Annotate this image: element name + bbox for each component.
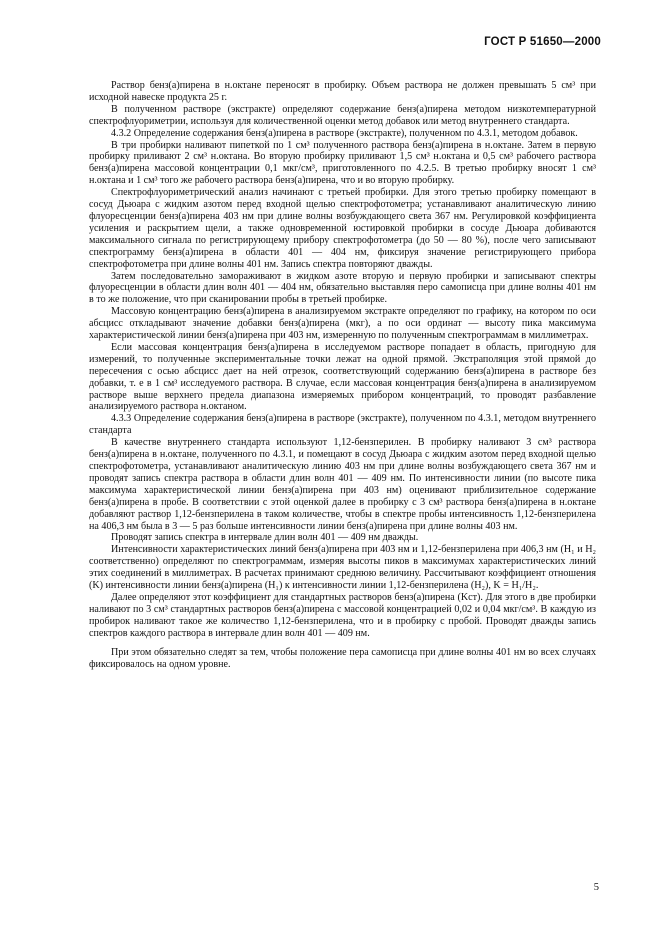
paragraph: Если массовая концентрация бенз(а)пирена в исследуемом растворе попадает в область, пригодную для измерений, то полученные экспериментальные точки лежат на одной прямой. Экстраполяция этой прямой до пересечения с осью абсцисс дает на ней отрезок, соответствующий содержанию бенз(а)пирена в растворе без добавки, т. е в 1 см³ исследуемого раствора. В случае, если массовая концентрация бенз(а)пирена в анализируемом растворе выше верхнего предела диапазона измеряемых прибором концентраций, то проводят разбавление анализируемого раствора н.октаном.: [89, 341, 596, 413]
paragraph: В полученном растворе (экстракте) определяют содержание бенз(а)пирена методом низкотемпературной спектрофлуориметрии, используя для количественной оценки метод добавок или метод внутреннего стандарта.: [89, 103, 596, 127]
paragraph: Раствор бенз(а)пирена в н.октане переносят в пробирку. Объем раствора не должен превышать 5 см³ при исходной навеске продукта 25 г.: [89, 80, 596, 103]
paragraph: Затем последовательно замораживают в жидком азоте вторую и первую пробирки и записывают спектры флуоресценции в области длин волн 401 — 404 нм, обязательно выставляя перо самописца при длине волны 401 нм в то же положение, что при сканировании пробы в третьей пробирке.: [89, 270, 596, 306]
paragraph: Далее определяют этот коэффициент для стандартных растворов бенз(а)пирена (Kст). Для этого в две пробирки наливают по 3 см³ стандартных растворов бенз(а)пирена с массовой концентрацией 0,02 и 0,04 мкг/см³. В каждую из пробирок наливают такое же количество 1,12-бензперилена, что и в пробирку с пробой. Проводят дважды запись спектров каждого раствора в интервале длин волн 401 — 409 нм.: [89, 591, 596, 639]
paragraph: В три пробирки наливают пипеткой по 1 см³ полученного раствора бенз(а)пирена в н.октане. Затем в первую пробирку приливают 2 см³ н.октана. Во вторую пробирку приливают 1,5 см³ н.октана и 0,5 см³ рабочего раствора бенз(а)пирена массовой концентрации 0,1 мкг/см³, приготовленного по 4.2.5. В третью пробирку вносят 1 см³ н.октана и 1 см³ того же рабочего раствора бенз(а)пирена, что и во вторую пробирку.: [89, 139, 596, 187]
section-heading: 4.3.3 Определение содержания бенз(а)пирена в растворе (экстракте), полученном по 4.3.1, методом внутреннего стандарта: [89, 413, 596, 437]
standard-number-header: ГОСТ Р 51650—2000: [484, 36, 601, 48]
paragraph: Интенсивности характеристических линий бенз(а)пирена при 403 нм и 1,12-бензперилена при 406,3 нм (H₁ и H₂ соответственно) определяют по спектрограммам, измеряя высоты пиков в максимумах характеристических линий этих соединений в миллиметрах. В расчетах принимают среднюю величину. Рассчитывают коэффициент отношения (K) интенсивности линии бенз(а)пирена (H₁) к интенсивности линии 1,12-бензперилена (H₂), K = H₁/H₂.: [89, 544, 596, 592]
page-number: 5: [593, 882, 599, 893]
paragraph: При этом обязательно следят за тем, чтобы положение пера самописца при длине волны 401 нм во всех случаях фиксировалось на одном уровне.: [89, 646, 596, 670]
paragraph: Проводят запись спектра в интервале длин волн 401 — 409 нм дважды.: [111, 532, 419, 544]
paragraph: В качестве внутреннего стандарта используют 1,12-бензперилен. В пробирку наливают 3 см³ раствора бенз(а)пирена в н.октане, полученного по 4.3.1, и помещают в сосуд Дьюара с жидким азотом перед входной щелью спектрофотометра, устанавливают аналитическую линию 403 нм при длине волны возбуждающего света 367 нм и проводят запись спектра раствора в области длин волн 401 — 409 нм. По интенсивности линии (по высоте пика максимума характеристической линии бенз(а)пирена при 403 нм) оценивают приблизительное содержание бенз(а)пирена в пробе. В соответствии с этой оценкой далее в пробирку с 3 см³ раствора бенз(а)пирена в н.октане добавляют раствор 1,12-бензперилена в таком количестве, чтобы в спектре пробы интенсивность 1,12-бензперилена на 406,3 нм была в 3 — 5 раз больше интенсивности линии бенз(а)пирена при длине волны 403 нм.: [89, 437, 596, 532]
paragraph: Спектрофлуориметрический анализ начинают с третьей пробирки. Для этого третью пробирку помещают в сосуд Дьюара с жидким азотом перед входной щелью спектрофотометра; устанавливают аналитическую линию флуоресценции бенз(а)пирена 403 нм при длине волны возбуждающего света 367 нм. Регулировкой коэффициента усиления и раскрытием щели, а также одновременной юстировкой пробирки в сосуде Дьюара добиваются максимального сигнала по регистрирующему прибору спектрофотометра (до 50 — 80 %), после чего записывают спектрограмму бенз(а)пирена в области 401 — 404 нм, фиксируя значение регистрирующего прибора спектрофотометра при длине волны 401 нм. Запись спектра повторяют дважды.: [89, 187, 596, 270]
paragraph: Массовую концентрацию бенз(а)пирена в анализируемом экстракте определяют по графику, на котором по оси абсцисс откладывают значение добавки бенз(а)пирена (мкг), а по оси ординат — высоту пика максимума характеристической линии бенз(а)пирена при 403 нм, измеренную по полученным спектрограммам в миллиметрах.: [89, 306, 596, 342]
section-heading: 4.3.2 Определение содержания бенз(а)пирена в растворе (экстракте), полученном по 4.3.1, методом добавок.: [111, 127, 578, 139]
document-body: [89, 80, 596, 670]
